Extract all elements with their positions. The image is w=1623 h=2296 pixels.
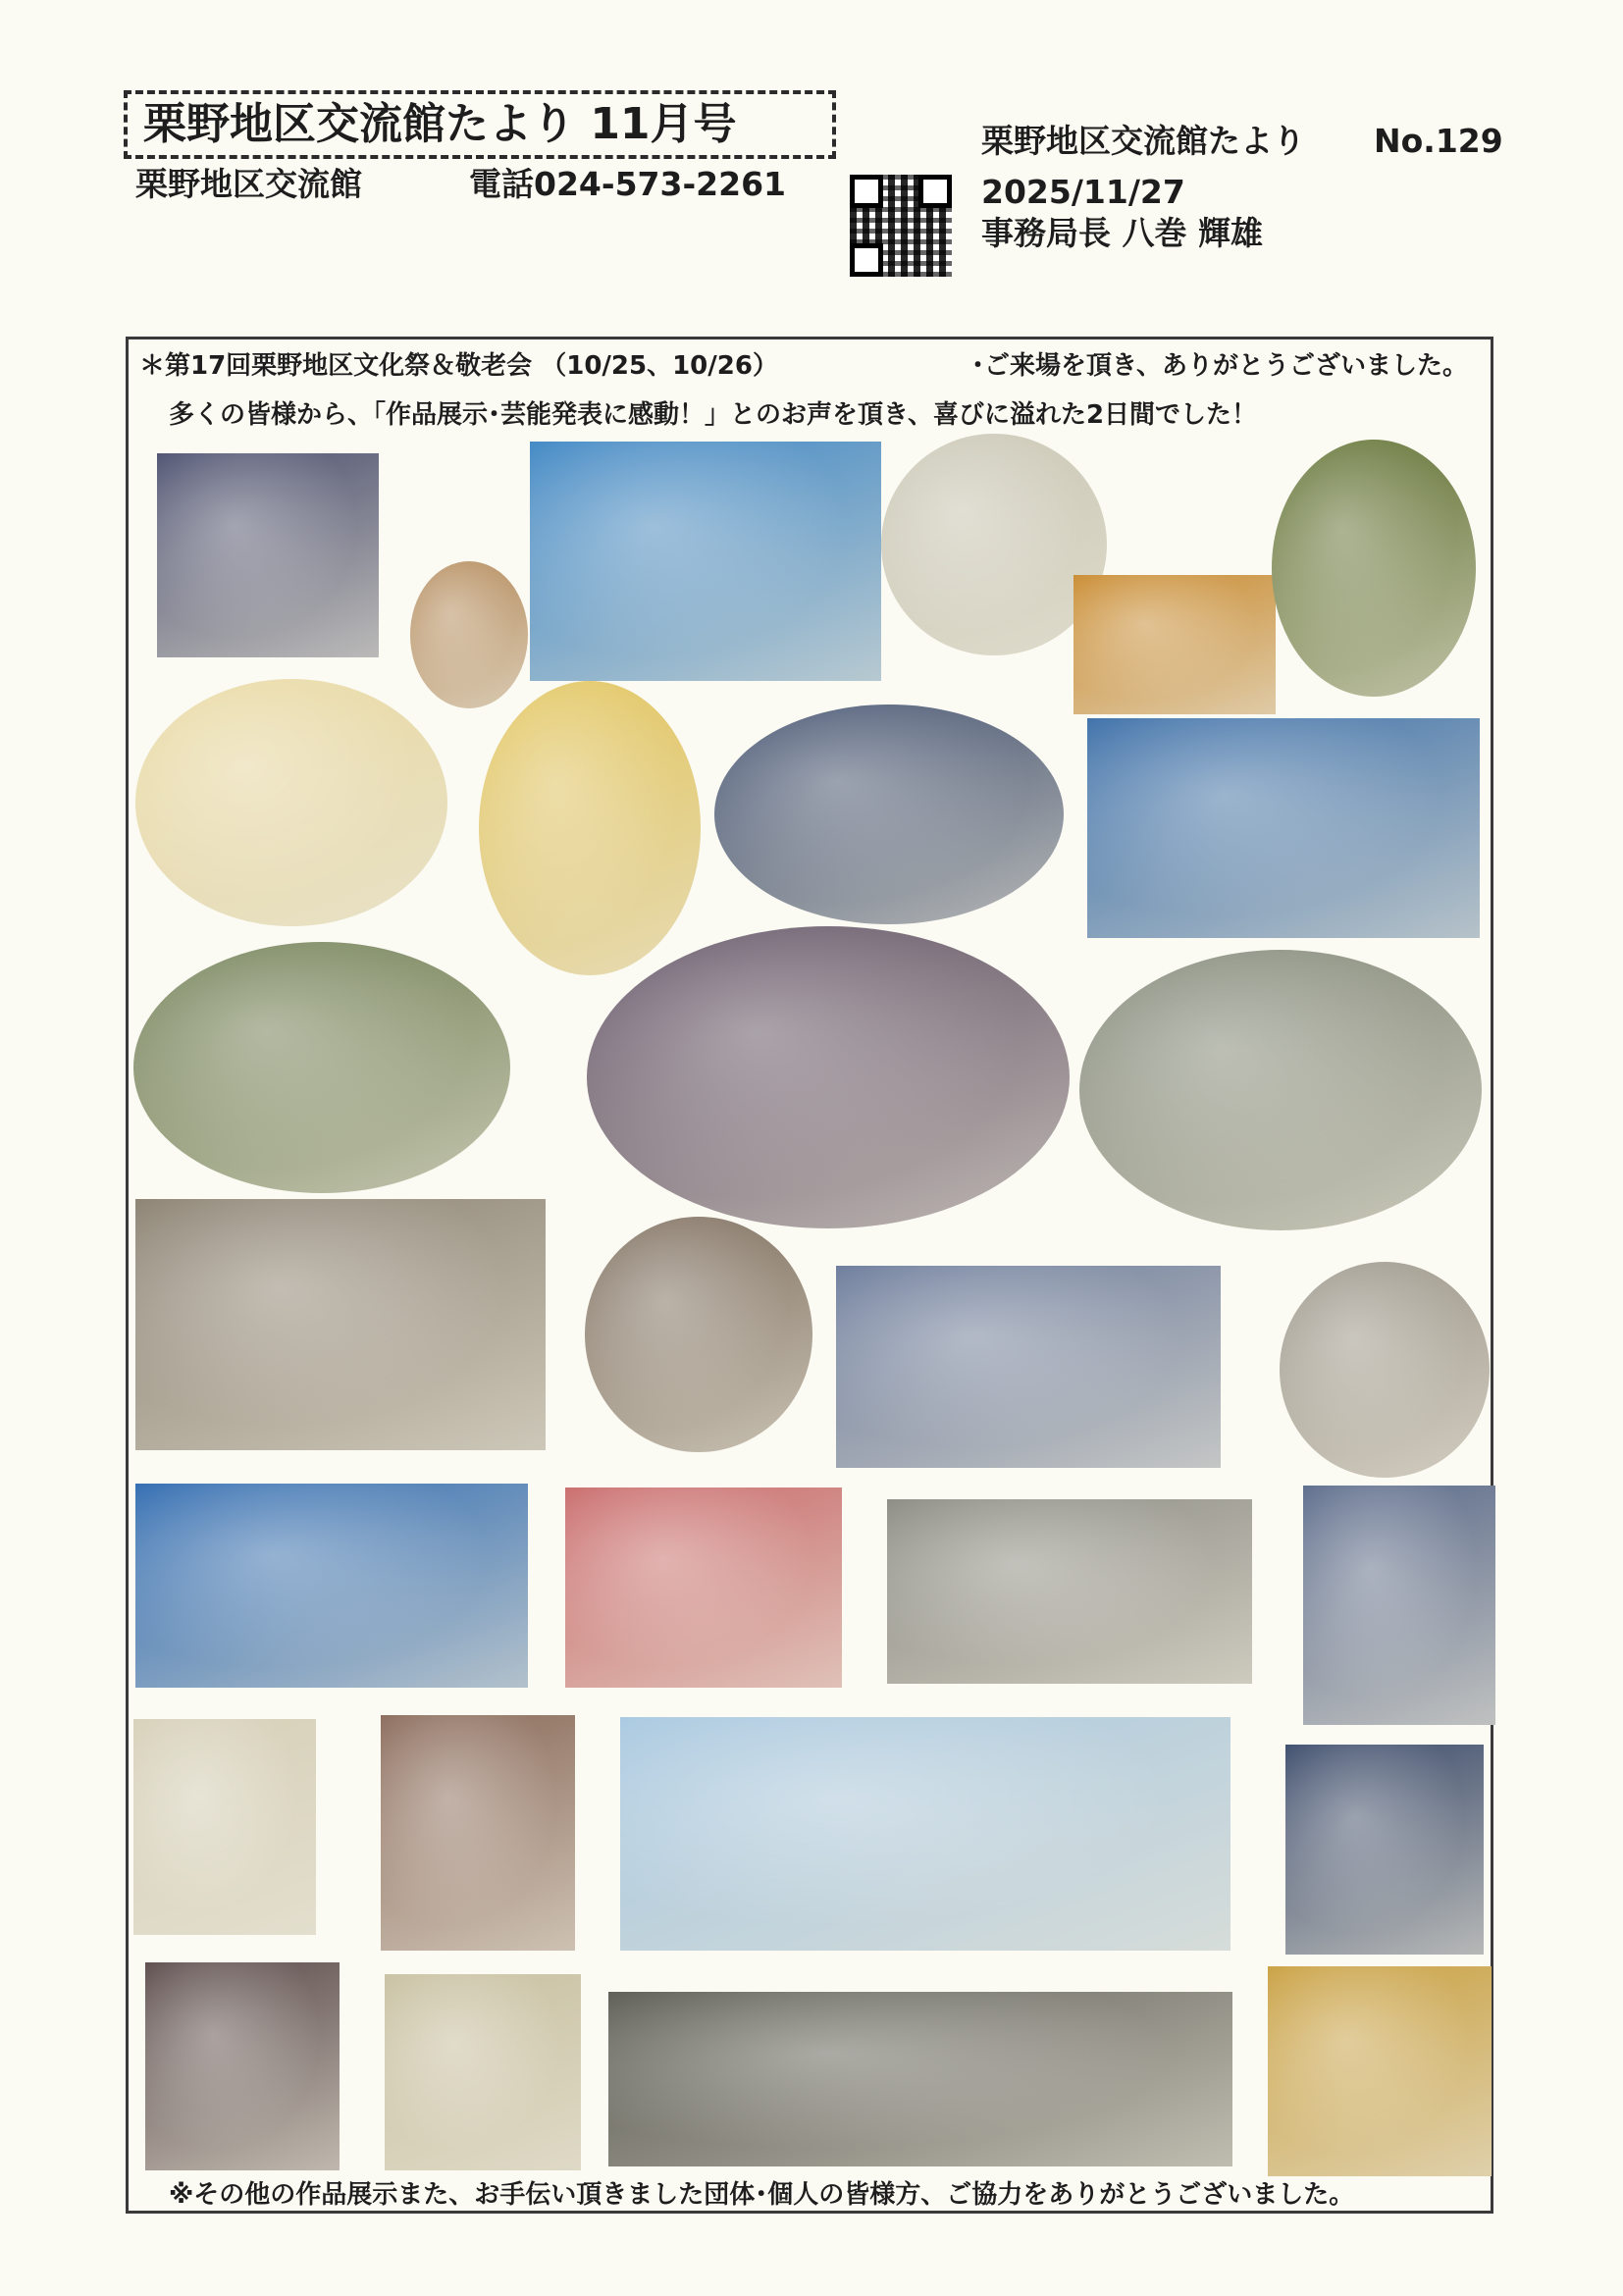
photo-three-staff [530, 442, 881, 681]
photo-man-microphone [133, 1719, 316, 1935]
photo-art-exhibit [133, 942, 510, 1193]
photo-man-speaking [385, 1974, 581, 2170]
photo-fan-performer [1268, 1966, 1492, 2176]
photo-audience-hall [608, 1992, 1232, 2166]
org-name: 栗野地区交流館 [135, 165, 362, 203]
photo-mario-gourd [1073, 575, 1276, 714]
issue-number: No.129 [1374, 122, 1503, 160]
photo-man-with-certificate [585, 1217, 812, 1452]
photo-woman-speaking [145, 1962, 340, 2170]
photo-rainbow-art [135, 679, 447, 926]
newsletter-title: 栗野地区交流館たより 11月号 [124, 90, 836, 159]
photo-three-women [836, 1266, 1221, 1468]
qr-code[interactable] [850, 175, 952, 277]
issue-title: 栗野地区交流館たより [981, 122, 1305, 160]
photo-dried-flowers [410, 561, 528, 708]
photo-witch-display [1087, 718, 1480, 938]
photo-calligraphy [1280, 1262, 1490, 1478]
photo-group-seated [587, 926, 1070, 1228]
photo-two-men-gallery [1079, 950, 1482, 1230]
phone-number: 電話024-573-2261 [469, 165, 787, 203]
article-heading: ＊第17回栗野地区文化祭＆敬老会 （10/25、10/26） [139, 351, 778, 381]
issue-date: 2025/11/27 [981, 173, 1185, 211]
photo-woman-microphone [381, 1715, 575, 1951]
photo-group-four [714, 704, 1064, 924]
photo-taiko-group [135, 1484, 528, 1688]
photo-shamisen-player [1303, 1486, 1495, 1725]
photo-singers-stage [887, 1499, 1252, 1684]
photo-fan-dancers [620, 1717, 1230, 1951]
thanks-text: ･ご来場を頂き、ありがとうございました。 [971, 351, 1468, 381]
photo-singer-jacket [1285, 1745, 1484, 1955]
photo-hanging-ornaments [479, 681, 701, 975]
article-footer: ※その他の作品展示また、お手伝い頂きました団体･個人の皆様方、ご協力をありがとうございました。 [169, 2180, 1355, 2210]
article-intro: 多くの皆様から、「作品展示･芸能発表に感動！」とのお声を頂き、喜びに溢れた2日間でした！ [169, 400, 1258, 430]
photo-pine-bonsai [1272, 440, 1476, 697]
photo-dance-duo [565, 1487, 842, 1688]
photo-painting-holders [135, 1199, 546, 1450]
photo-speaker [157, 453, 379, 657]
author: 事務局長 八巻 輝雄 [981, 214, 1263, 252]
